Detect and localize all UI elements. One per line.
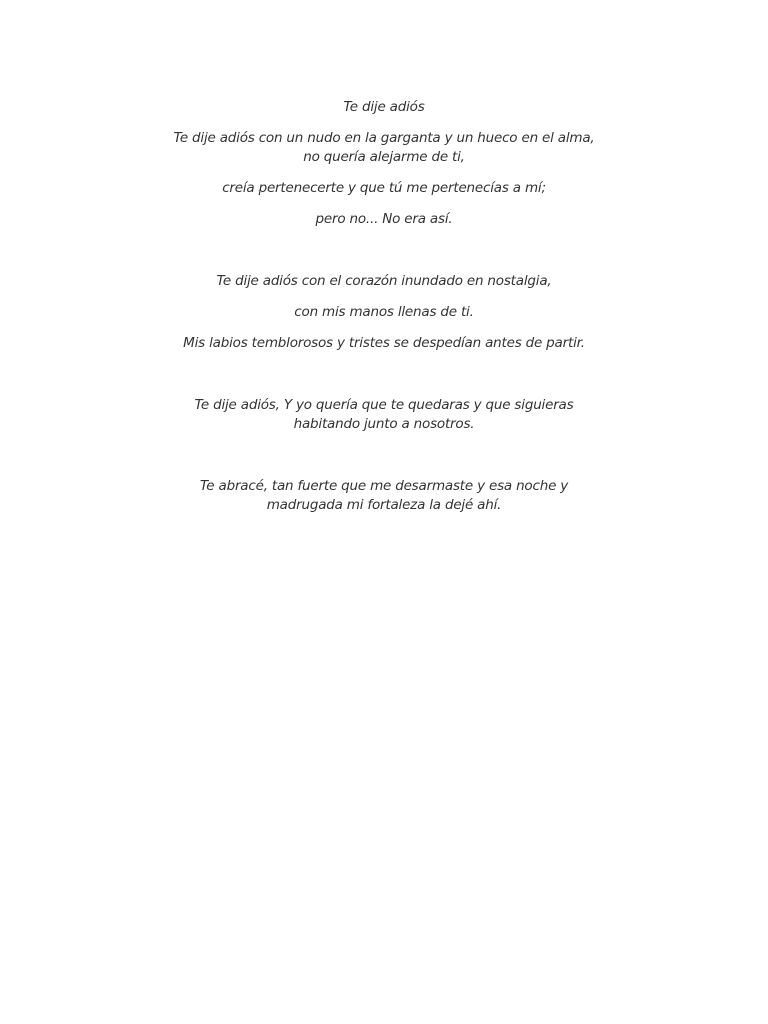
- poem-line: Te abracé, tan fuerte que me desarmaste y esa noche y madrugada mi fortaleza la dejé ahí.: [199, 478, 569, 513]
- poem-line: Te dije adiós, Y yo quería que te quedaras y que siguieras habitando junto a nosotros.: [194, 397, 574, 432]
- stanza-2: [168, 272, 600, 353]
- poem-line: pero no... No era así.: [315, 211, 453, 227]
- poem-line: Te dije adiós con el corazón inundado en nostalgia,: [216, 273, 552, 289]
- poem-line: creía pertenecerte y que tú me pertenecías a mí;: [222, 180, 546, 196]
- poem-body: [168, 98, 600, 527]
- stanza-spacer: [168, 365, 600, 396]
- poem-title: Te dije adiós: [343, 99, 425, 115]
- stanza-spacer: [168, 446, 600, 477]
- stanza-spacer: [168, 241, 600, 272]
- stanza-1: [168, 129, 600, 229]
- poem-line: con mis manos llenas de ti.: [294, 304, 474, 320]
- stanza-4: [168, 477, 600, 515]
- stanza-3: [168, 396, 600, 434]
- poem-line: Mis labios temblorosos y tristes se despedían antes de partir.: [183, 335, 585, 351]
- poem-line: Te dije adiós con un nudo en la garganta y un hueco en el alma, no quería alejarme de ti,: [173, 130, 595, 165]
